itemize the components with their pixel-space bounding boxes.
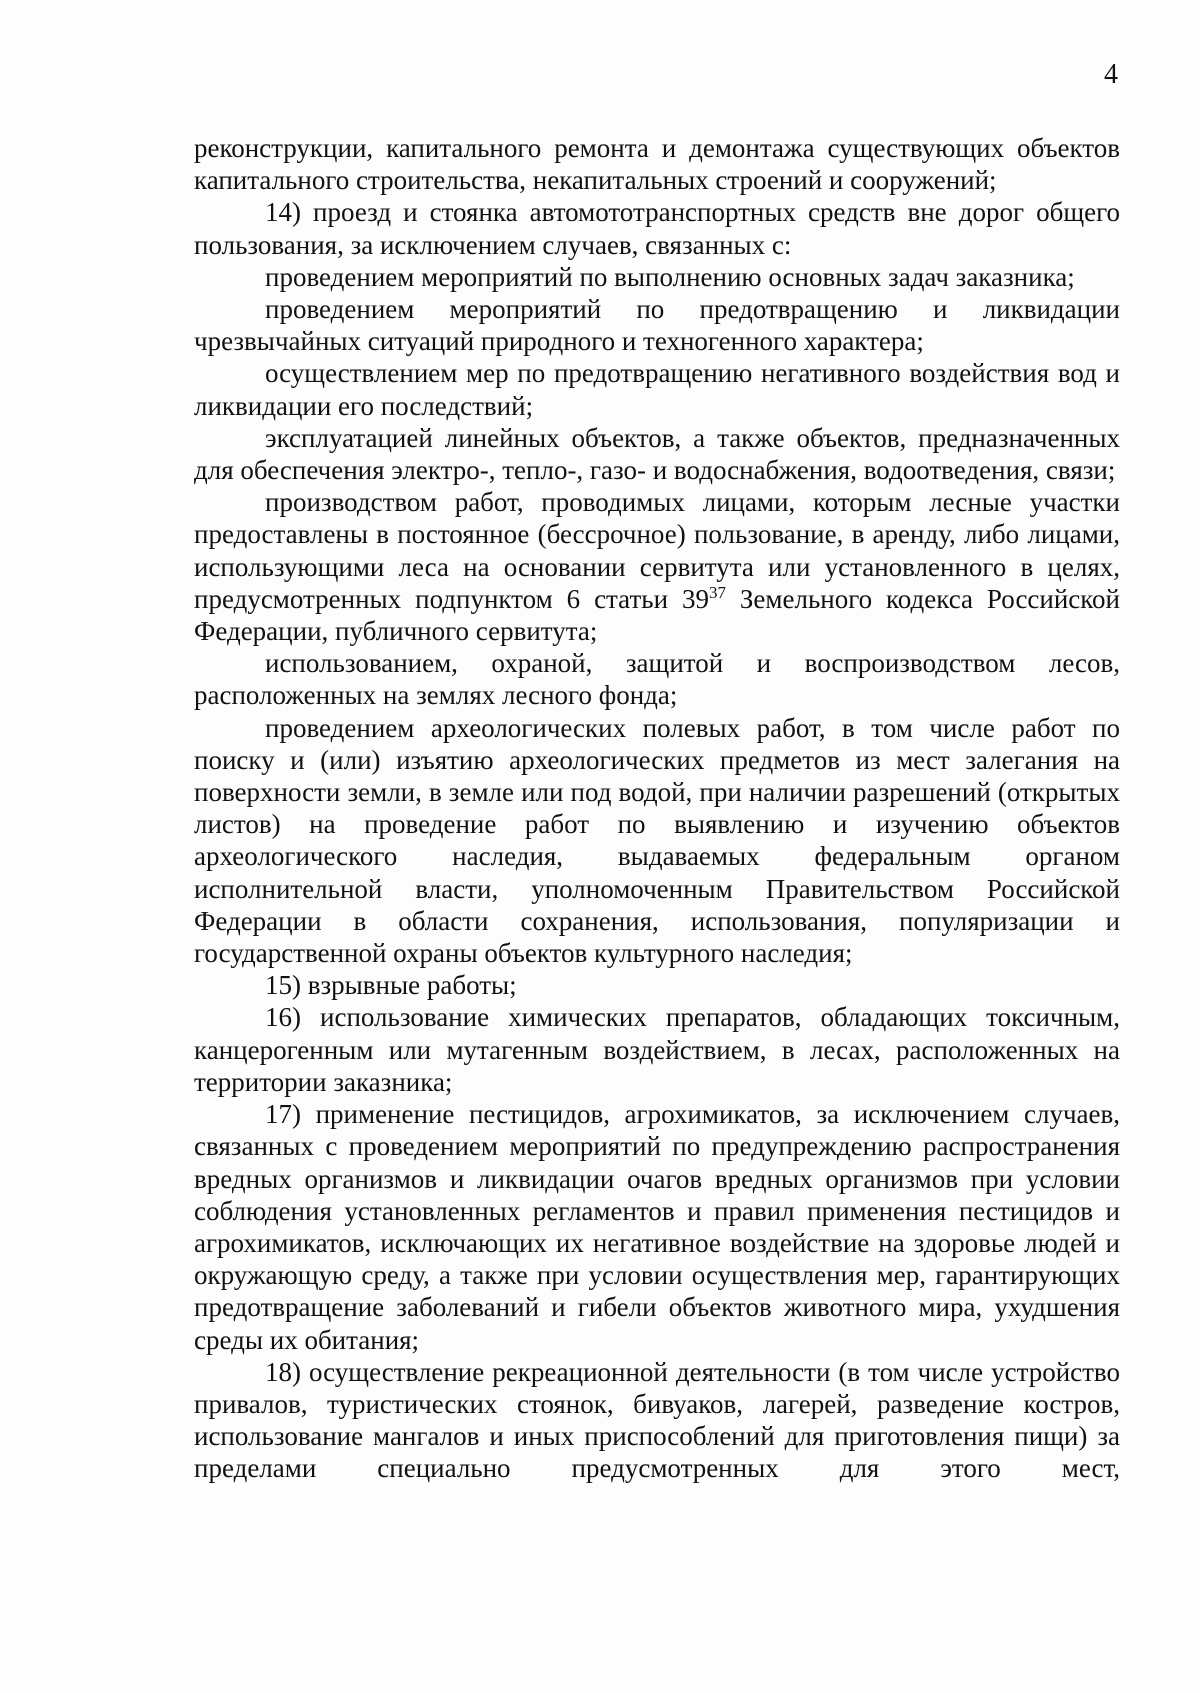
paragraph-text: Земельного кодекса Российской Федерации, публичного сервитута; — [194, 583, 1120, 647]
paragraph-case-linear-objects: эксплуатацией линейных объектов, а также объектов, предназначенных для обеспечения электро-, тепло-, газо- и водоснабжения, водоотведения, связи; — [194, 422, 1120, 486]
paragraph-item-15: 15) взрывные работы; — [265, 970, 517, 1001]
paragraph-text: производством работ, проводимых лицами, которым лесные участки предоставлены в постоянное (бессрочное) пользование, в аренду, либо лицами, использующими леса на основании сервитута или установленного в целях, предусмотренных подпунктом 6 статьи 39 — [194, 487, 1120, 614]
paragraph-item-17: 17) применение пестицидов, агрохимикатов, за исключением случаев, связанных с проведением мероприятий по предупреждению распространения вредных организмов и ликвидации очагов вредных организмов при условии соблюдения установленных регламентов и правил применения пестицидов и агрохимикатов, исключающих их негативное воздействие на здоровье людей и окружающую среду, а также при условии осуществления мер, гарантирующих предотвращение заболеваний и гибели объектов животного мира, ухудшения среды их обитания; — [194, 1099, 1120, 1355]
paragraph-case-forest-works — [194, 486, 1120, 647]
paragraph-case-forest-protection: использованием, охраной, защитой и воспроизводством лесов, расположенных на землях лесного фонда; — [194, 648, 1120, 711]
paragraph-case-water: осуществлением мер по предотвращению негативного воздействия вод и ликвидации его последствий; — [194, 358, 1120, 421]
paragraph-case-archaeology: проведением археологических полевых работ, в том числе работ по поиску и (или) изъятию археологических предметов из мест залегания на поверхности земли, в земле или под водой, при наличии разрешений (открытых листов) на проведение работ по выявлению и изучению объектов археологического наследия, выдаваемых федеральным органом исполнительной власти, уполномоченным Правительством Российской Федерации в области сохранения, использования, популяризации и государственной охраны объектов культурного наследия; — [194, 712, 1120, 969]
document-body — [194, 132, 1120, 1485]
paragraph-item-16: 16) использование химических препаратов, обладающих токсичным, канцерогенным или мутагенным воздействием, в лесах, расположенных на территории заказника; — [194, 1002, 1120, 1097]
superscript-index: 37 — [708, 582, 726, 602]
paragraph-case-main-tasks: проведением мероприятий по выполнению основных задач заказника; — [265, 261, 1075, 292]
paragraph-case-emergencies: проведением мероприятий по предотвращению и ликвидации чрезвычайных ситуаций природного и техногенного характера; — [194, 294, 1120, 357]
paragraph-continuation: реконструкции, капитального ремонта и демонтажа существующих объектов капитального строительства, некапитальных строений и сооружений; — [194, 133, 1120, 196]
paragraph-item-18: 18) осуществление рекреационной деятельности (в том числе устройство привалов, туристических стоянок, бивуаков, лагерей, разведение костров, использование мангалов и иных приспособлений для приготовления пищи) за пределами специально предусмотренных для этого мест, — [194, 1356, 1120, 1484]
page-number: 4 — [1104, 59, 1118, 90]
paragraph-item-14: 14) проезд и стоянка автомототранспортных средств вне дорог общего пользования, за исключением случаев, связанных с: — [194, 197, 1120, 260]
